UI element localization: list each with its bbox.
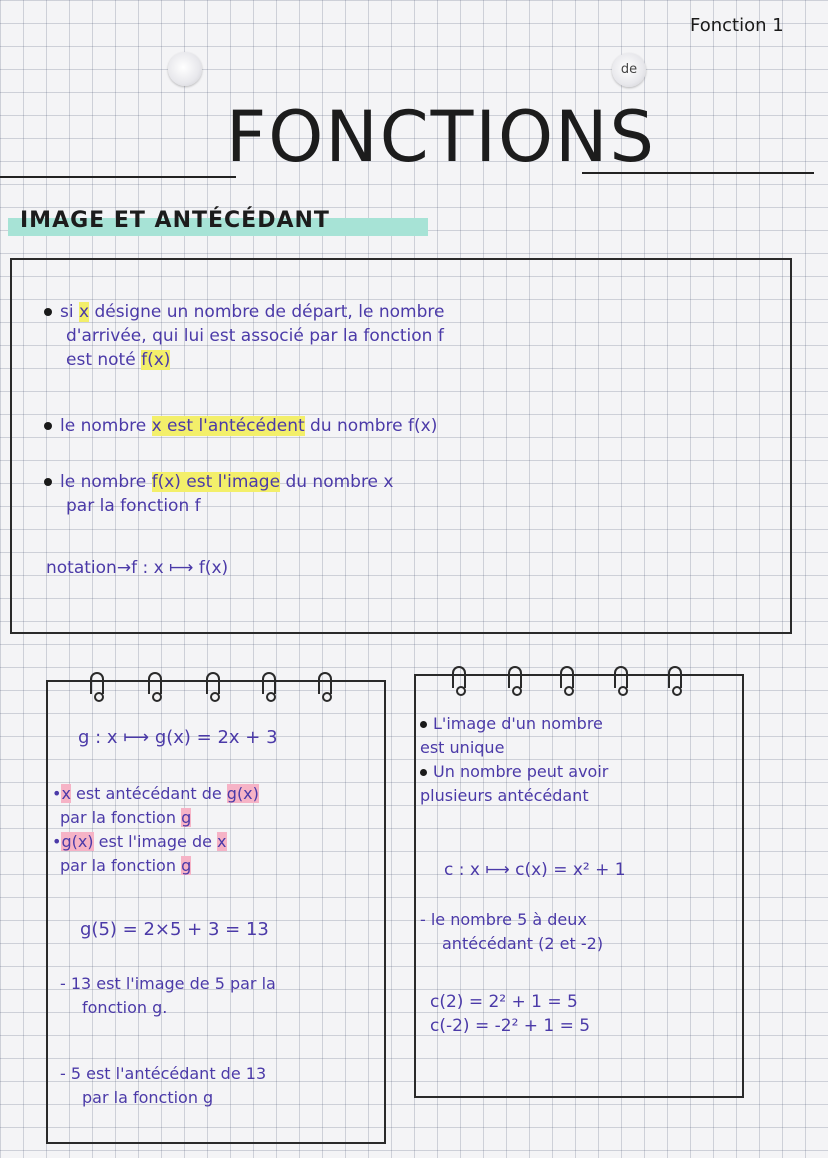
left-card-formula: g : x ⟼ g(x) = 2x + 3 [78, 727, 278, 748]
left-card-definitions: •x est antécédant de g(x) par la fonction g •g(x) est l'image de x par la fonction g [52, 784, 259, 875]
bullet-dot [44, 422, 52, 430]
highlight-x: x [217, 832, 227, 851]
highlight-g: g [181, 856, 192, 875]
right-card-calc [430, 990, 590, 1038]
definition-bullet-2 [44, 414, 764, 438]
spiral-ring [668, 666, 682, 688]
text: - le nombre 5 à deux [420, 910, 587, 929]
bullet-dot [420, 769, 427, 776]
text: est noté [66, 350, 142, 370]
text: le nombre [60, 416, 152, 436]
corner-label: Fonction 1 [690, 15, 784, 36]
bullet-dot [420, 721, 427, 728]
text: L'image d'un nombre [433, 714, 603, 733]
spiral-ring [262, 672, 276, 694]
text: du nombre f(x) [304, 416, 438, 436]
sticker: de [612, 53, 646, 87]
highlight-x: x [61, 784, 71, 803]
highlight-x: x [78, 302, 90, 322]
spiral-ring [318, 672, 332, 694]
left-card-point-2 [60, 1062, 380, 1110]
spiral-ring [614, 666, 628, 688]
spiral-ring [90, 672, 104, 694]
text: si [60, 302, 79, 322]
highlight-antecedent: x est l'antécédent [151, 416, 305, 436]
spiral-ring [452, 666, 466, 688]
text: désigne un nombre de départ, le nombre [89, 302, 445, 322]
text: fonction g. [82, 998, 168, 1017]
binder-hole-left [168, 52, 202, 86]
text: - 13 est l'image de 5 par la [60, 974, 276, 993]
text: plusieurs antécédant [420, 786, 589, 805]
text: c(2) = 2² + 1 = 5 [430, 992, 578, 1012]
text: par la fonction f [66, 496, 201, 516]
text: antécédant (2 et -2) [442, 934, 604, 953]
text: le nombre [60, 472, 152, 492]
highlight-gx: g(x) [226, 784, 259, 803]
text: est antécédant de [70, 784, 227, 803]
bullet-dot [44, 308, 52, 316]
spiral-ring [206, 672, 220, 694]
text: est l'image de [93, 832, 218, 851]
title-underline-left [0, 176, 236, 178]
spiral-ring [560, 666, 574, 688]
page-title: FONCTIONS [226, 96, 656, 178]
spiral-ring [508, 666, 522, 688]
text: c(-2) = -2² + 1 = 5 [430, 1016, 591, 1036]
left-card-point-1 [60, 972, 380, 1020]
text: du nombre x [280, 472, 394, 492]
right-card-points [420, 712, 738, 808]
highlight-fx: f(x) [141, 350, 171, 370]
right-card-formula: c : x ⟼ c(x) = x² + 1 [444, 860, 626, 880]
text: par la fonction g [82, 1088, 214, 1107]
right-card-point-3 [420, 908, 738, 956]
section-heading: IMAGE ET ANTÉCÉDANT [20, 208, 330, 233]
highlight-g: g [181, 808, 192, 827]
left-card-calc: g(5) = 2×5 + 3 = 13 [80, 919, 269, 940]
text: par la fonction [60, 856, 182, 875]
definition-bullet-1 [44, 300, 764, 372]
spiral-ring [148, 672, 162, 694]
notation: notation→f : x ⟼ f(x) [46, 558, 229, 578]
text: Un nombre peut avoir [433, 762, 609, 781]
highlight-image: f(x) est l'image [151, 472, 281, 492]
highlight-gx: g(x) [61, 832, 94, 851]
text: d'arrivée, qui lui est associé par la fonction f [66, 326, 444, 346]
text: - 5 est l'antécédant de 13 [60, 1064, 267, 1083]
text: est unique [420, 738, 505, 757]
bullet-dot [44, 478, 52, 486]
text: par la fonction [60, 808, 182, 827]
definition-bullet-3 [44, 470, 764, 518]
